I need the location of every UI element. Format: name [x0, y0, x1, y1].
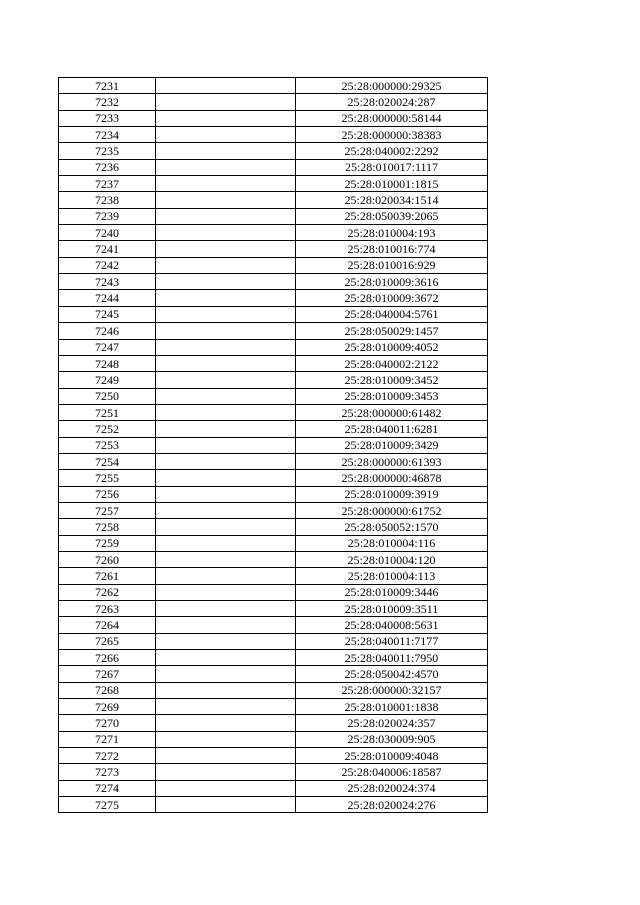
row-number-cell: 7245 — [59, 306, 156, 322]
row-number-cell: 7253 — [59, 437, 156, 453]
empty-cell — [156, 748, 296, 764]
row-number-cell: 7256 — [59, 486, 156, 502]
row-number-cell: 7275 — [59, 797, 156, 813]
table-row — [59, 323, 488, 339]
table-row — [59, 241, 488, 257]
empty-cell — [156, 780, 296, 796]
table-row — [59, 535, 488, 551]
table-row — [59, 94, 488, 110]
cadastral-number-cell: 25:28:010009:3919 — [296, 486, 488, 502]
row-number-cell: 7269 — [59, 699, 156, 715]
row-number-cell: 7234 — [59, 127, 156, 143]
row-number-cell: 7232 — [59, 94, 156, 110]
empty-cell — [156, 290, 296, 306]
cadastral-registry-table — [58, 77, 488, 813]
cadastral-number-cell: 25:28:020034:1514 — [296, 192, 488, 208]
table-row — [59, 699, 488, 715]
empty-cell — [156, 257, 296, 273]
table-row — [59, 388, 488, 404]
empty-cell — [156, 519, 296, 535]
row-number-cell: 7233 — [59, 110, 156, 126]
empty-cell — [156, 372, 296, 388]
cadastral-number-cell: 25:28:000000:29325 — [296, 78, 488, 94]
empty-cell — [156, 143, 296, 159]
row-number-cell: 7235 — [59, 143, 156, 159]
table-row — [59, 486, 488, 502]
cadastral-number-cell: 25:28:000000:61393 — [296, 453, 488, 469]
row-number-cell: 7241 — [59, 241, 156, 257]
cadastral-number-cell: 25:28:010009:3453 — [296, 388, 488, 404]
table-row — [59, 682, 488, 698]
empty-cell — [156, 584, 296, 600]
cadastral-number-cell: 25:28:000000:61752 — [296, 502, 488, 518]
row-number-cell: 7261 — [59, 568, 156, 584]
table-row — [59, 355, 488, 371]
cadastral-number-cell: 25:28:010009:3672 — [296, 290, 488, 306]
row-number-cell: 7244 — [59, 290, 156, 306]
empty-cell — [156, 323, 296, 339]
row-number-cell: 7249 — [59, 372, 156, 388]
table-row — [59, 274, 488, 290]
empty-cell — [156, 306, 296, 322]
cadastral-number-cell: 25:28:040002:2292 — [296, 143, 488, 159]
table-row — [59, 797, 488, 813]
row-number-cell: 7263 — [59, 601, 156, 617]
cadastral-number-cell: 25:28:010004:120 — [296, 551, 488, 567]
table-row — [59, 780, 488, 796]
row-number-cell: 7258 — [59, 519, 156, 535]
cadastral-number-cell: 25:28:010009:3616 — [296, 274, 488, 290]
empty-cell — [156, 437, 296, 453]
row-number-cell: 7246 — [59, 323, 156, 339]
row-number-cell: 7262 — [59, 584, 156, 600]
row-number-cell: 7242 — [59, 257, 156, 273]
table-row — [59, 225, 488, 241]
empty-cell — [156, 78, 296, 94]
table-row — [59, 290, 488, 306]
row-number-cell: 7247 — [59, 339, 156, 355]
row-number-cell: 7272 — [59, 748, 156, 764]
row-number-cell: 7265 — [59, 633, 156, 649]
registry-table-body — [59, 78, 488, 813]
cadastral-number-cell: 25:28:010001:1838 — [296, 699, 488, 715]
table-row — [59, 584, 488, 600]
cadastral-number-cell: 25:28:010004:116 — [296, 535, 488, 551]
table-row — [59, 143, 488, 159]
empty-cell — [156, 94, 296, 110]
cadastral-number-cell: 25:28:040011:6281 — [296, 421, 488, 437]
empty-cell — [156, 666, 296, 682]
table-row — [59, 470, 488, 486]
empty-cell — [156, 241, 296, 257]
table-row — [59, 110, 488, 126]
cadastral-number-cell: 25:28:000000:61482 — [296, 404, 488, 420]
cadastral-number-cell: 25:28:020024:276 — [296, 797, 488, 813]
cadastral-number-cell: 25:28:040011:7177 — [296, 633, 488, 649]
empty-cell — [156, 404, 296, 420]
cadastral-number-cell: 25:28:020024:287 — [296, 94, 488, 110]
cadastral-number-cell: 25:28:010009:4052 — [296, 339, 488, 355]
row-number-cell: 7259 — [59, 535, 156, 551]
table-row — [59, 519, 488, 535]
row-number-cell: 7250 — [59, 388, 156, 404]
empty-cell — [156, 274, 296, 290]
row-number-cell: 7271 — [59, 731, 156, 747]
empty-cell — [156, 731, 296, 747]
row-number-cell: 7274 — [59, 780, 156, 796]
empty-cell — [156, 551, 296, 567]
cadastral-number-cell: 25:28:050039:2065 — [296, 208, 488, 224]
empty-cell — [156, 601, 296, 617]
cadastral-number-cell: 25:28:020024:357 — [296, 715, 488, 731]
cadastral-number-cell: 25:28:050042:4570 — [296, 666, 488, 682]
empty-cell — [156, 192, 296, 208]
row-number-cell: 7268 — [59, 682, 156, 698]
empty-cell — [156, 715, 296, 731]
cadastral-number-cell: 25:28:010016:929 — [296, 257, 488, 273]
table-row — [59, 421, 488, 437]
table-row — [59, 633, 488, 649]
empty-cell — [156, 176, 296, 192]
cadastral-number-cell: 25:28:000000:32157 — [296, 682, 488, 698]
cadastral-number-cell: 25:28:000000:38383 — [296, 127, 488, 143]
row-number-cell: 7239 — [59, 208, 156, 224]
cadastral-number-cell: 25:28:010009:3511 — [296, 601, 488, 617]
table-row — [59, 208, 488, 224]
row-number-cell: 7240 — [59, 225, 156, 241]
table-row — [59, 650, 488, 666]
cadastral-number-cell: 25:28:050052:1570 — [296, 519, 488, 535]
empty-cell — [156, 682, 296, 698]
table-row — [59, 731, 488, 747]
table-row — [59, 306, 488, 322]
row-number-cell: 7251 — [59, 404, 156, 420]
row-number-cell: 7236 — [59, 159, 156, 175]
cadastral-number-cell: 25:28:040006:18587 — [296, 764, 488, 780]
table-row — [59, 601, 488, 617]
row-number-cell: 7266 — [59, 650, 156, 666]
cadastral-number-cell: 25:28:040011:7950 — [296, 650, 488, 666]
empty-cell — [156, 502, 296, 518]
row-number-cell: 7243 — [59, 274, 156, 290]
cadastral-number-cell: 25:28:050029:1457 — [296, 323, 488, 339]
table-row — [59, 568, 488, 584]
row-number-cell: 7238 — [59, 192, 156, 208]
empty-cell — [156, 486, 296, 502]
table-row — [59, 372, 488, 388]
table-row — [59, 617, 488, 633]
empty-cell — [156, 127, 296, 143]
empty-cell — [156, 470, 296, 486]
row-number-cell: 7270 — [59, 715, 156, 731]
cadastral-number-cell: 25:28:030009:905 — [296, 731, 488, 747]
empty-cell — [156, 797, 296, 813]
row-number-cell: 7237 — [59, 176, 156, 192]
row-number-cell: 7248 — [59, 355, 156, 371]
cadastral-number-cell: 25:28:040004:5761 — [296, 306, 488, 322]
table-row — [59, 159, 488, 175]
table-row — [59, 404, 488, 420]
table-row — [59, 339, 488, 355]
cadastral-number-cell: 25:28:000000:58144 — [296, 110, 488, 126]
row-number-cell: 7254 — [59, 453, 156, 469]
table-row — [59, 502, 488, 518]
empty-cell — [156, 355, 296, 371]
cadastral-number-cell: 25:28:010001:1815 — [296, 176, 488, 192]
table-row — [59, 715, 488, 731]
cadastral-number-cell: 25:28:040002:2122 — [296, 355, 488, 371]
empty-cell — [156, 110, 296, 126]
empty-cell — [156, 650, 296, 666]
empty-cell — [156, 453, 296, 469]
cadastral-number-cell: 25:28:010009:4048 — [296, 748, 488, 764]
empty-cell — [156, 225, 296, 241]
empty-cell — [156, 388, 296, 404]
row-number-cell: 7264 — [59, 617, 156, 633]
empty-cell — [156, 699, 296, 715]
cadastral-number-cell: 25:28:010004:113 — [296, 568, 488, 584]
empty-cell — [156, 421, 296, 437]
row-number-cell: 7255 — [59, 470, 156, 486]
table-row — [59, 666, 488, 682]
empty-cell — [156, 764, 296, 780]
cadastral-number-cell: 25:28:010009:3429 — [296, 437, 488, 453]
table-row — [59, 78, 488, 94]
empty-cell — [156, 633, 296, 649]
cadastral-number-cell: 25:28:010009:3452 — [296, 372, 488, 388]
empty-cell — [156, 339, 296, 355]
empty-cell — [156, 617, 296, 633]
table-row — [59, 437, 488, 453]
cadastral-number-cell: 25:28:010009:3446 — [296, 584, 488, 600]
cadastral-number-cell: 25:28:000000:46878 — [296, 470, 488, 486]
cadastral-number-cell: 25:28:010004:193 — [296, 225, 488, 241]
empty-cell — [156, 208, 296, 224]
cadastral-number-cell: 25:28:010017:1117 — [296, 159, 488, 175]
empty-cell — [156, 535, 296, 551]
cadastral-number-cell: 25:28:010016:774 — [296, 241, 488, 257]
row-number-cell: 7260 — [59, 551, 156, 567]
table-row — [59, 192, 488, 208]
table-row — [59, 551, 488, 567]
row-number-cell: 7231 — [59, 78, 156, 94]
row-number-cell: 7273 — [59, 764, 156, 780]
table-row — [59, 764, 488, 780]
empty-cell — [156, 159, 296, 175]
table-row — [59, 453, 488, 469]
table-row — [59, 127, 488, 143]
cadastral-number-cell: 25:28:040008:5631 — [296, 617, 488, 633]
table-row — [59, 176, 488, 192]
row-number-cell: 7252 — [59, 421, 156, 437]
table-row — [59, 257, 488, 273]
cadastral-number-cell: 25:28:020024:374 — [296, 780, 488, 796]
table-row — [59, 748, 488, 764]
empty-cell — [156, 568, 296, 584]
row-number-cell: 7257 — [59, 502, 156, 518]
row-number-cell: 7267 — [59, 666, 156, 682]
